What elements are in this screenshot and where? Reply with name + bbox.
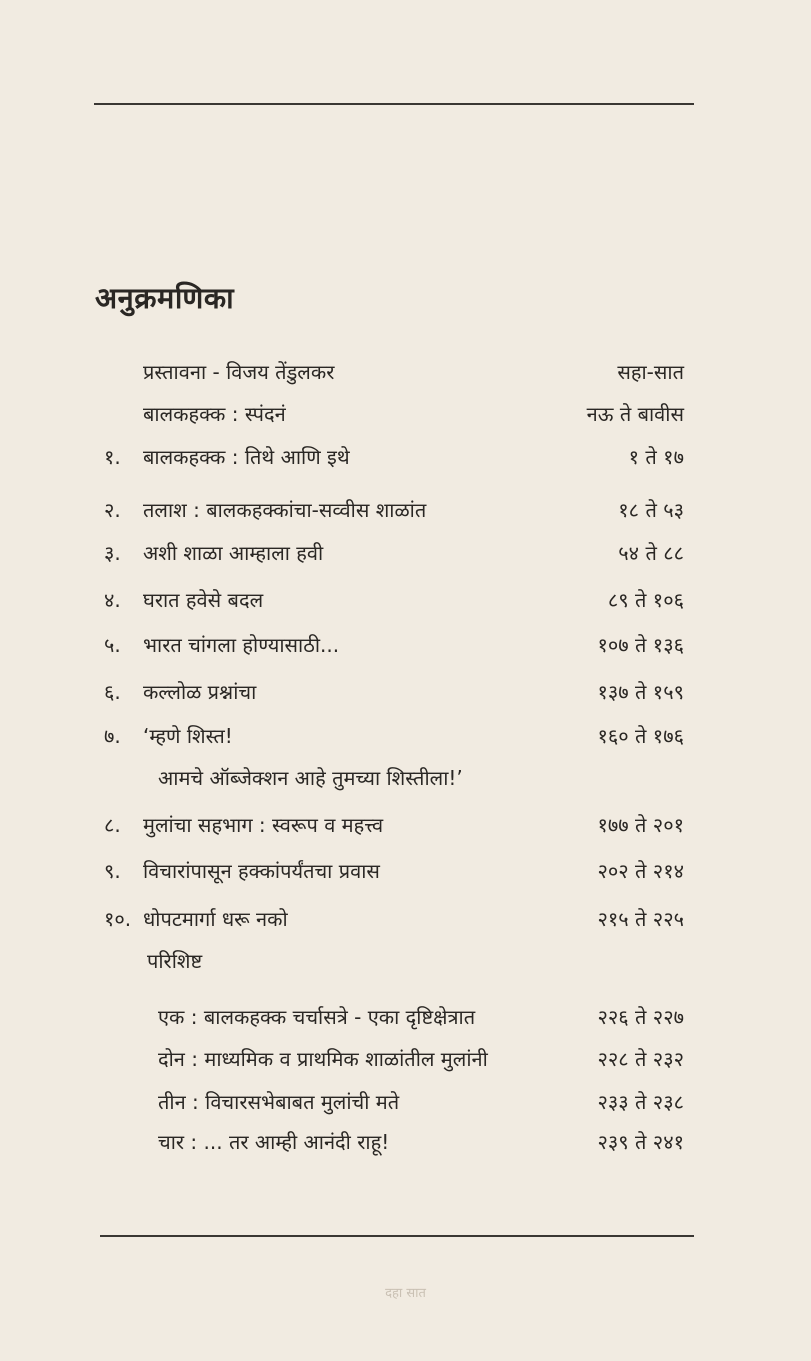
appendix-label: परिशिष्ट bbox=[147, 949, 203, 973]
top-rule bbox=[94, 103, 694, 105]
toc-entry-pages: नऊ ते बावीस bbox=[586, 402, 684, 426]
toc-entry-title: बालकहक्क : स्पंदनं bbox=[143, 402, 286, 426]
toc-entry-title: कल्लोळ प्रश्नांचा bbox=[143, 680, 257, 704]
toc-entry-pages: १०७ ते १३६ bbox=[597, 633, 684, 657]
toc-entry-number: १. bbox=[104, 445, 121, 469]
toc-entry-pages: ८९ ते १०६ bbox=[607, 588, 684, 612]
toc-entry-title: ‘म्हणे शिस्त! bbox=[143, 724, 233, 748]
toc-entry-chapter bbox=[0, 809, 811, 841]
toc-entry-title: तीन : विचारसभेबाबत मुलांची मते bbox=[158, 1090, 400, 1114]
toc-entry-pages: २१५ ते २२५ bbox=[597, 907, 684, 931]
toc-entry-number: ६. bbox=[104, 680, 121, 704]
toc-entry-appendix bbox=[0, 1086, 811, 1118]
toc-entry-chapter bbox=[0, 903, 811, 935]
toc-entry-title: दोन : माध्यमिक व प्राथमिक शाळांतील मुलांनी bbox=[158, 1047, 488, 1071]
toc-entry-number: ७. bbox=[104, 724, 121, 748]
toc-entry-chapter bbox=[0, 720, 811, 752]
toc-entry-title: धोपटमार्गा धरू नको bbox=[143, 907, 288, 931]
toc-entry-pages: २०२ ते २१४ bbox=[597, 859, 684, 883]
toc-entry-pages: सहा-सात bbox=[617, 360, 684, 384]
toc-entry-appendix bbox=[0, 1126, 811, 1158]
toc-entry-chapter bbox=[0, 537, 811, 569]
toc-entry-pages: ५४ ते ८८ bbox=[618, 541, 684, 565]
toc-entry-pages: १७७ ते २०१ bbox=[597, 813, 684, 837]
page-title: अनुक्रमणिका bbox=[95, 281, 235, 315]
toc-entry-chapter bbox=[0, 855, 811, 887]
toc-entry-appendix bbox=[0, 1043, 811, 1075]
toc-entry-title: भारत चांगला होण्यासाठी... bbox=[143, 633, 340, 657]
toc-entry-title: अशी शाळा आम्हाला हवी bbox=[143, 541, 324, 565]
bottom-rule bbox=[100, 1235, 694, 1237]
toc-entry-title: आमचे ऑब्जेक्शन आहे तुमच्या शिस्तीला!’ bbox=[158, 766, 463, 790]
toc-entry-title: बालकहक्क : तिथे आणि इथे bbox=[143, 445, 350, 469]
toc-entry-title: एक : बालकहक्क चर्चासत्रे - एका दृष्टिक्षेत्रात bbox=[158, 1005, 476, 1029]
toc-entry-pages: २२८ ते २३२ bbox=[597, 1047, 684, 1071]
toc-entry-chapter bbox=[0, 494, 811, 526]
toc-entry-chapter bbox=[0, 584, 811, 616]
toc-entry-title: घरात हवेसे बदल bbox=[143, 588, 264, 612]
toc-entry-number: ८. bbox=[104, 813, 121, 837]
toc-entry-number: १०. bbox=[104, 907, 132, 931]
toc-entry-spandan bbox=[0, 398, 811, 430]
toc-entry-pages: २२६ ते २२७ bbox=[597, 1005, 684, 1029]
toc-entry-number: ३. bbox=[104, 541, 121, 565]
toc-entry-pages: १३७ ते १५९ bbox=[597, 680, 684, 704]
toc-entry-pages: १६० ते १७६ bbox=[597, 724, 684, 748]
toc-entry-chapter bbox=[0, 629, 811, 661]
toc-entry-title: प्रस्तावना - विजय तेंडुलकर bbox=[143, 360, 335, 384]
toc-entry-pages: २३३ ते २३८ bbox=[597, 1090, 684, 1114]
toc-entry-chapter bbox=[0, 441, 811, 473]
toc-entry-number: ४. bbox=[104, 588, 121, 612]
page-footer: दहा सात bbox=[385, 1286, 426, 1301]
toc-appendix-heading bbox=[0, 945, 811, 977]
toc-entry-chapter bbox=[0, 676, 811, 708]
toc-entry-number: ५. bbox=[104, 633, 121, 657]
toc-entry-chapter-continued bbox=[0, 762, 811, 794]
toc-entry-preface bbox=[0, 356, 811, 388]
toc-entry-title: विचारांपासून हक्कांपर्यंतचा प्रवास bbox=[143, 859, 380, 883]
toc-entry-pages: १८ ते ५३ bbox=[618, 498, 684, 522]
toc-entry-title: मुलांचा सहभाग : स्वरूप व महत्त्व bbox=[143, 813, 384, 837]
toc-entry-pages: २३९ ते २४१ bbox=[597, 1130, 684, 1154]
toc-entry-number: २. bbox=[104, 498, 121, 522]
toc-entry-number: ९. bbox=[104, 859, 121, 883]
toc-entry-appendix bbox=[0, 1001, 811, 1033]
toc-entry-title: चार : ... तर आम्ही आनंदी राहू! bbox=[158, 1130, 390, 1154]
toc-entry-title: तलाश : बालकहक्कांचा-सव्वीस शाळांत bbox=[143, 498, 427, 522]
toc-entry-pages: १ ते १७ bbox=[628, 445, 684, 469]
